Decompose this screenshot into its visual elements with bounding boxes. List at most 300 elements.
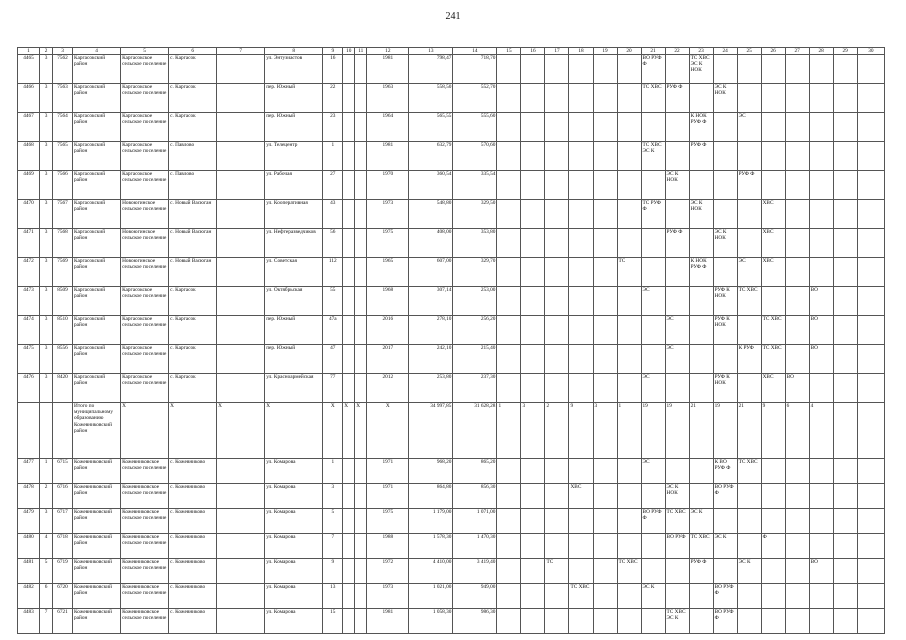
table-cell [521, 113, 545, 142]
table-cell: 6 [169, 48, 217, 55]
table-cell: 11 [355, 48, 367, 55]
table-cell [569, 142, 593, 171]
table-cell: Новоюгинское сельское поселение [121, 200, 169, 229]
table-cell [521, 316, 545, 345]
table-cell: 1972 [367, 559, 409, 584]
table-cell [809, 200, 833, 229]
table-cell: 6721 [53, 609, 73, 634]
table-cell: Кожевниковское сельское поселение [121, 584, 169, 609]
table-cell [689, 287, 713, 316]
table-cell: 19 [665, 403, 689, 459]
table-cell [521, 609, 545, 634]
table-cell: ВО [809, 345, 833, 374]
table-cell [355, 484, 367, 509]
table-cell [521, 484, 545, 509]
table-cell [569, 200, 593, 229]
table-cell: 27 [323, 171, 343, 200]
table-cell: с. Новый Васюган [169, 200, 217, 229]
table-cell [569, 113, 593, 142]
table-cell [355, 55, 367, 84]
table-cell [355, 200, 367, 229]
table-cell: ЭС К [641, 584, 665, 609]
table-cell: 4483 [18, 609, 40, 634]
table-cell [497, 55, 521, 84]
table-cell: с. Каргасок [169, 345, 217, 374]
table-cell: Кожевниковский район [73, 509, 121, 534]
table-cell [545, 171, 569, 200]
table-cell [217, 459, 265, 484]
table-cell [641, 609, 665, 634]
table-cell [343, 559, 355, 584]
table-cell [545, 287, 569, 316]
table-cell: с. Павлово [169, 142, 217, 171]
table-cell: 23 [323, 113, 343, 142]
table-cell [785, 316, 809, 345]
table-cell [593, 559, 617, 584]
table-cell: 9 [323, 559, 343, 584]
table-cell: ЭС [665, 345, 689, 374]
table-cell [521, 584, 545, 609]
table-cell [617, 171, 641, 200]
table-cell: ЭС [641, 374, 665, 403]
table-cell [833, 345, 857, 374]
table-cell [545, 316, 569, 345]
table-cell [809, 509, 833, 534]
table-cell: 22 [323, 84, 343, 113]
table-cell [569, 55, 593, 84]
table-cell: 3 [593, 403, 617, 459]
table-row [18, 200, 885, 229]
table-cell: 1 [18, 48, 40, 55]
table-cell [617, 345, 641, 374]
table-cell: 3 [521, 403, 545, 459]
table-cell [545, 484, 569, 509]
table-cell [857, 509, 884, 534]
table-cell [809, 459, 833, 484]
table-cell [593, 459, 617, 484]
table-cell: ВО РУФ Ф [713, 584, 737, 609]
table-cell: 237,30 [453, 374, 497, 403]
table-cell [641, 171, 665, 200]
table-cell: 4476 [18, 374, 40, 403]
table-cell: пер. Южный [265, 345, 323, 374]
table-cell: с. Кожевниково [169, 509, 217, 534]
table-cell [785, 287, 809, 316]
table-row [18, 459, 885, 484]
table-cell [689, 584, 713, 609]
table-cell [521, 142, 545, 171]
table-cell: Кожевниковский район [73, 484, 121, 509]
table-cell: 2 [40, 48, 53, 55]
table-row [18, 142, 885, 171]
table-cell: ул. Кооперативная [265, 200, 323, 229]
table-cell: 360,54 [409, 171, 453, 200]
table-cell [785, 534, 809, 559]
table-cell: 4478 [18, 484, 40, 509]
table-cell [569, 258, 593, 287]
table-cell: ЭС К НОК [713, 229, 737, 258]
table-cell: 986,30 [453, 609, 497, 634]
table-cell [857, 258, 884, 287]
table-cell: 4473 [18, 287, 40, 316]
table-cell: К РУФ [737, 345, 761, 374]
table-cell: 6718 [53, 534, 73, 559]
table-cell: X [367, 403, 409, 459]
table-cell [833, 55, 857, 84]
table-cell: 2017 [367, 345, 409, 374]
table-cell: 6715 [53, 459, 73, 484]
table-cell: 6719 [53, 559, 73, 584]
table-cell [569, 374, 593, 403]
table-cell [737, 534, 761, 559]
table-cell: ул. Комарова [265, 609, 323, 634]
table-cell [641, 258, 665, 287]
table-cell: ул. Рабочая [265, 171, 323, 200]
table-cell: 3 [40, 113, 53, 142]
table-cell [521, 200, 545, 229]
table-cell: 329,70 [453, 258, 497, 287]
table-cell: 13 [409, 48, 453, 55]
table-cell: 3 [40, 345, 53, 374]
table-cell [857, 609, 884, 634]
table-cell: 21 [641, 48, 665, 55]
table-cell: Кожевниковский район [73, 584, 121, 609]
table-cell: ВО РУФ Ф [641, 55, 665, 84]
table-cell: Каргасокский район [73, 374, 121, 403]
table-cell [833, 113, 857, 142]
table-cell [809, 84, 833, 113]
table-cell [497, 84, 521, 113]
table-cell: ЭС [641, 287, 665, 316]
table-cell [689, 171, 713, 200]
table-cell: 4479 [18, 509, 40, 534]
table-cell: 19 [641, 403, 665, 459]
table-cell: с. Каргасок [169, 316, 217, 345]
table-cell: 7567 [53, 200, 73, 229]
table-cell [785, 584, 809, 609]
table-cell [217, 316, 265, 345]
table-cell [689, 459, 713, 484]
table-cell: 4 [73, 48, 121, 55]
table-cell [545, 229, 569, 258]
table-cell: Каргасокское сельское поселение [121, 316, 169, 345]
table-cell: 4467 [18, 113, 40, 142]
table-cell [217, 55, 265, 84]
table-cell: 7564 [53, 113, 73, 142]
table-cell: 856,30 [453, 484, 497, 509]
table-cell [545, 55, 569, 84]
table-cell [857, 229, 884, 258]
table-cell: с. Каргасок [169, 287, 217, 316]
table-cell [785, 171, 809, 200]
table-cell [545, 374, 569, 403]
table-cell: 4465 [18, 55, 40, 84]
table-cell: 1975 [367, 509, 409, 534]
table-cell: ВО [809, 316, 833, 345]
table-cell [521, 287, 545, 316]
table-cell: ул. Комарова [265, 509, 323, 534]
table-cell: РУФ Ф [737, 171, 761, 200]
table-cell [809, 55, 833, 84]
table-cell: ВО [785, 374, 809, 403]
table-cell [569, 509, 593, 534]
table-cell [737, 374, 761, 403]
table-cell: ХВС [761, 258, 785, 287]
table-cell: 3 419,40 [453, 559, 497, 584]
table-cell: с. Кожевниково [169, 534, 217, 559]
table-cell: 10 [343, 48, 355, 55]
table-cell [809, 113, 833, 142]
table-cell: с. Кожевниково [169, 484, 217, 509]
table-cell [641, 113, 665, 142]
table-cell [809, 534, 833, 559]
table-cell [217, 509, 265, 534]
table-cell [217, 84, 265, 113]
table-cell: 2 [545, 403, 569, 459]
table-cell: 335,54 [453, 171, 497, 200]
header-row [18, 48, 885, 55]
table-cell: 34 997,85 [409, 403, 453, 459]
table-cell [833, 171, 857, 200]
table-cell: с. Новый Васюган [169, 229, 217, 258]
table-cell: 2016 [367, 316, 409, 345]
table-cell [569, 316, 593, 345]
table-cell [593, 609, 617, 634]
table-cell: ТС ХВС ЭС К [665, 609, 689, 634]
table-cell: 7566 [53, 171, 73, 200]
table-cell: 215,40 [453, 345, 497, 374]
table-cell: 2 [40, 484, 53, 509]
table-cell [641, 534, 665, 559]
table-cell: К НОК РУФ Ф [689, 113, 713, 142]
table-cell: 7568 [53, 229, 73, 258]
table-row [18, 559, 885, 584]
table-cell: ТС ХВС [737, 459, 761, 484]
table-cell [785, 258, 809, 287]
table-cell: 17 [545, 48, 569, 55]
table-cell: 1988 [367, 534, 409, 559]
table-cell: 4 [809, 403, 833, 459]
table-cell [737, 484, 761, 509]
table-cell [497, 113, 521, 142]
table-cell [343, 609, 355, 634]
table-cell: 4 410,00 [409, 559, 453, 584]
table-cell [617, 316, 641, 345]
table-cell [593, 534, 617, 559]
table-cell: ул. Красноармейская [265, 374, 323, 403]
table-cell [355, 84, 367, 113]
table-cell [617, 509, 641, 534]
table-cell: РУФ К НОК [713, 374, 737, 403]
table-cell: 5 [323, 509, 343, 534]
table-cell [569, 229, 593, 258]
table-cell: 4471 [18, 229, 40, 258]
table-cell: 47 [323, 345, 343, 374]
table-cell [355, 171, 367, 200]
table-cell [355, 459, 367, 484]
table-cell [355, 113, 367, 142]
table-cell: 949,00 [453, 584, 497, 609]
table-cell: ТС ХВС [617, 559, 641, 584]
table-cell: ТС ХВС [569, 584, 593, 609]
table-cell: 29 [833, 48, 857, 55]
table-cell [497, 459, 521, 484]
table-cell: 7 [217, 48, 265, 55]
table-cell [521, 84, 545, 113]
table-cell: X [121, 403, 169, 459]
table-cell: 552,70 [453, 84, 497, 113]
table-cell: 15 [323, 609, 343, 634]
table-cell [761, 171, 785, 200]
table-cell [761, 609, 785, 634]
table-cell [593, 55, 617, 84]
table-cell [593, 142, 617, 171]
table-cell: ЭС К НОК [689, 200, 713, 229]
table-cell: 1 [617, 403, 641, 459]
table-cell: 14 [453, 48, 497, 55]
table-cell: Каргасокский район [73, 113, 121, 142]
table-cell [833, 584, 857, 609]
table-cell [809, 258, 833, 287]
table-cell [355, 509, 367, 534]
table-cell: 570,60 [453, 142, 497, 171]
table-cell: 1 578,30 [409, 534, 453, 559]
table-cell: ТС [545, 559, 569, 584]
table-cell [785, 345, 809, 374]
table-cell: 7569 [53, 258, 73, 287]
table-cell: 8509 [53, 287, 73, 316]
table-cell: Кожевниковское сельское поселение [121, 459, 169, 484]
table-cell: Каргасокский район [73, 345, 121, 374]
table-cell [343, 55, 355, 84]
table-cell [761, 287, 785, 316]
table-cell: 9 [323, 48, 343, 55]
table-cell: 19 [593, 48, 617, 55]
table-cell: 3 [40, 55, 53, 84]
table-cell [343, 84, 355, 113]
table-cell [785, 142, 809, 171]
table-cell: 253,00 [453, 287, 497, 316]
table-cell [545, 345, 569, 374]
table-cell [809, 584, 833, 609]
table-cell [857, 459, 884, 484]
table-cell: 112 [323, 258, 343, 287]
table-cell [355, 316, 367, 345]
table-cell [665, 55, 689, 84]
table-cell [545, 509, 569, 534]
table-cell [217, 345, 265, 374]
table-cell: 253,80 [409, 374, 453, 403]
table-cell: 1971 [367, 484, 409, 509]
table-cell: 16 [323, 55, 343, 84]
table-cell [737, 142, 761, 171]
table-cell: 3 [40, 316, 53, 345]
table-cell [593, 84, 617, 113]
table-cell: 1970 [367, 171, 409, 200]
table-cell: ул. Октябрьская [265, 287, 323, 316]
table-cell: РУФ Ф [665, 229, 689, 258]
table-cell [833, 84, 857, 113]
table-cell: 4472 [18, 258, 40, 287]
table-cell [355, 374, 367, 403]
table-cell [617, 459, 641, 484]
table-row [18, 609, 885, 634]
table-cell [355, 534, 367, 559]
table-cell: 3 [40, 84, 53, 113]
table-cell [785, 55, 809, 84]
table-cell: с. Павлово [169, 171, 217, 200]
table-cell: 4474 [18, 316, 40, 345]
table-cell: 1963 [367, 84, 409, 113]
table-cell [617, 55, 641, 84]
table-cell: ул. Советская [265, 258, 323, 287]
table-cell: Ф [761, 534, 785, 559]
table-cell [18, 403, 40, 459]
table-cell [343, 459, 355, 484]
table-cell: 3 [40, 509, 53, 534]
table-cell: Каргасокский район [73, 200, 121, 229]
table-cell: ТС ХВС [761, 345, 785, 374]
total-row [18, 403, 885, 459]
table-cell [665, 584, 689, 609]
table-cell: К ВО РУФ Ф [713, 459, 737, 484]
table-cell: 1 071,00 [453, 509, 497, 534]
table-cell: 968,20 [409, 459, 453, 484]
table-cell: ТС [617, 258, 641, 287]
table-cell [665, 113, 689, 142]
table-cell: ул. Телецентр [265, 142, 323, 171]
table-cell [343, 584, 355, 609]
table-cell: пер. Южный [265, 316, 323, 345]
table-cell: 6 [40, 584, 53, 609]
table-cell: 9 [569, 403, 593, 459]
table-cell [343, 113, 355, 142]
table-cell [545, 200, 569, 229]
table-cell [665, 559, 689, 584]
table-cell [713, 258, 737, 287]
table-cell [343, 345, 355, 374]
table-cell: 3 [40, 142, 53, 171]
table-cell: ул. Комарова [265, 459, 323, 484]
table-cell [857, 584, 884, 609]
table-cell: ВО РУФ Ф [713, 609, 737, 634]
table-cell [569, 559, 593, 584]
table-cell [593, 484, 617, 509]
table-cell [761, 484, 785, 509]
table-cell [593, 200, 617, 229]
table-cell: 3 [40, 258, 53, 287]
table-cell [545, 142, 569, 171]
table-cell: 307,14 [409, 287, 453, 316]
table-cell [833, 559, 857, 584]
table-cell: ЭС [641, 459, 665, 484]
table-cell [857, 171, 884, 200]
table-cell: 9 [761, 403, 785, 459]
table-cell: 329,50 [453, 200, 497, 229]
table-cell: с. Кожевниково [169, 584, 217, 609]
table-cell [833, 609, 857, 634]
table-cell: 353,80 [453, 229, 497, 258]
table-cell: 4475 [18, 345, 40, 374]
table-cell [617, 374, 641, 403]
table-cell: 2012 [367, 374, 409, 403]
table-cell [545, 113, 569, 142]
table-cell: 1 058,30 [409, 609, 453, 634]
table-cell [593, 171, 617, 200]
table-cell: ул. Комарова [265, 484, 323, 509]
table-cell: ВО [809, 287, 833, 316]
table-cell: 6716 [53, 484, 73, 509]
